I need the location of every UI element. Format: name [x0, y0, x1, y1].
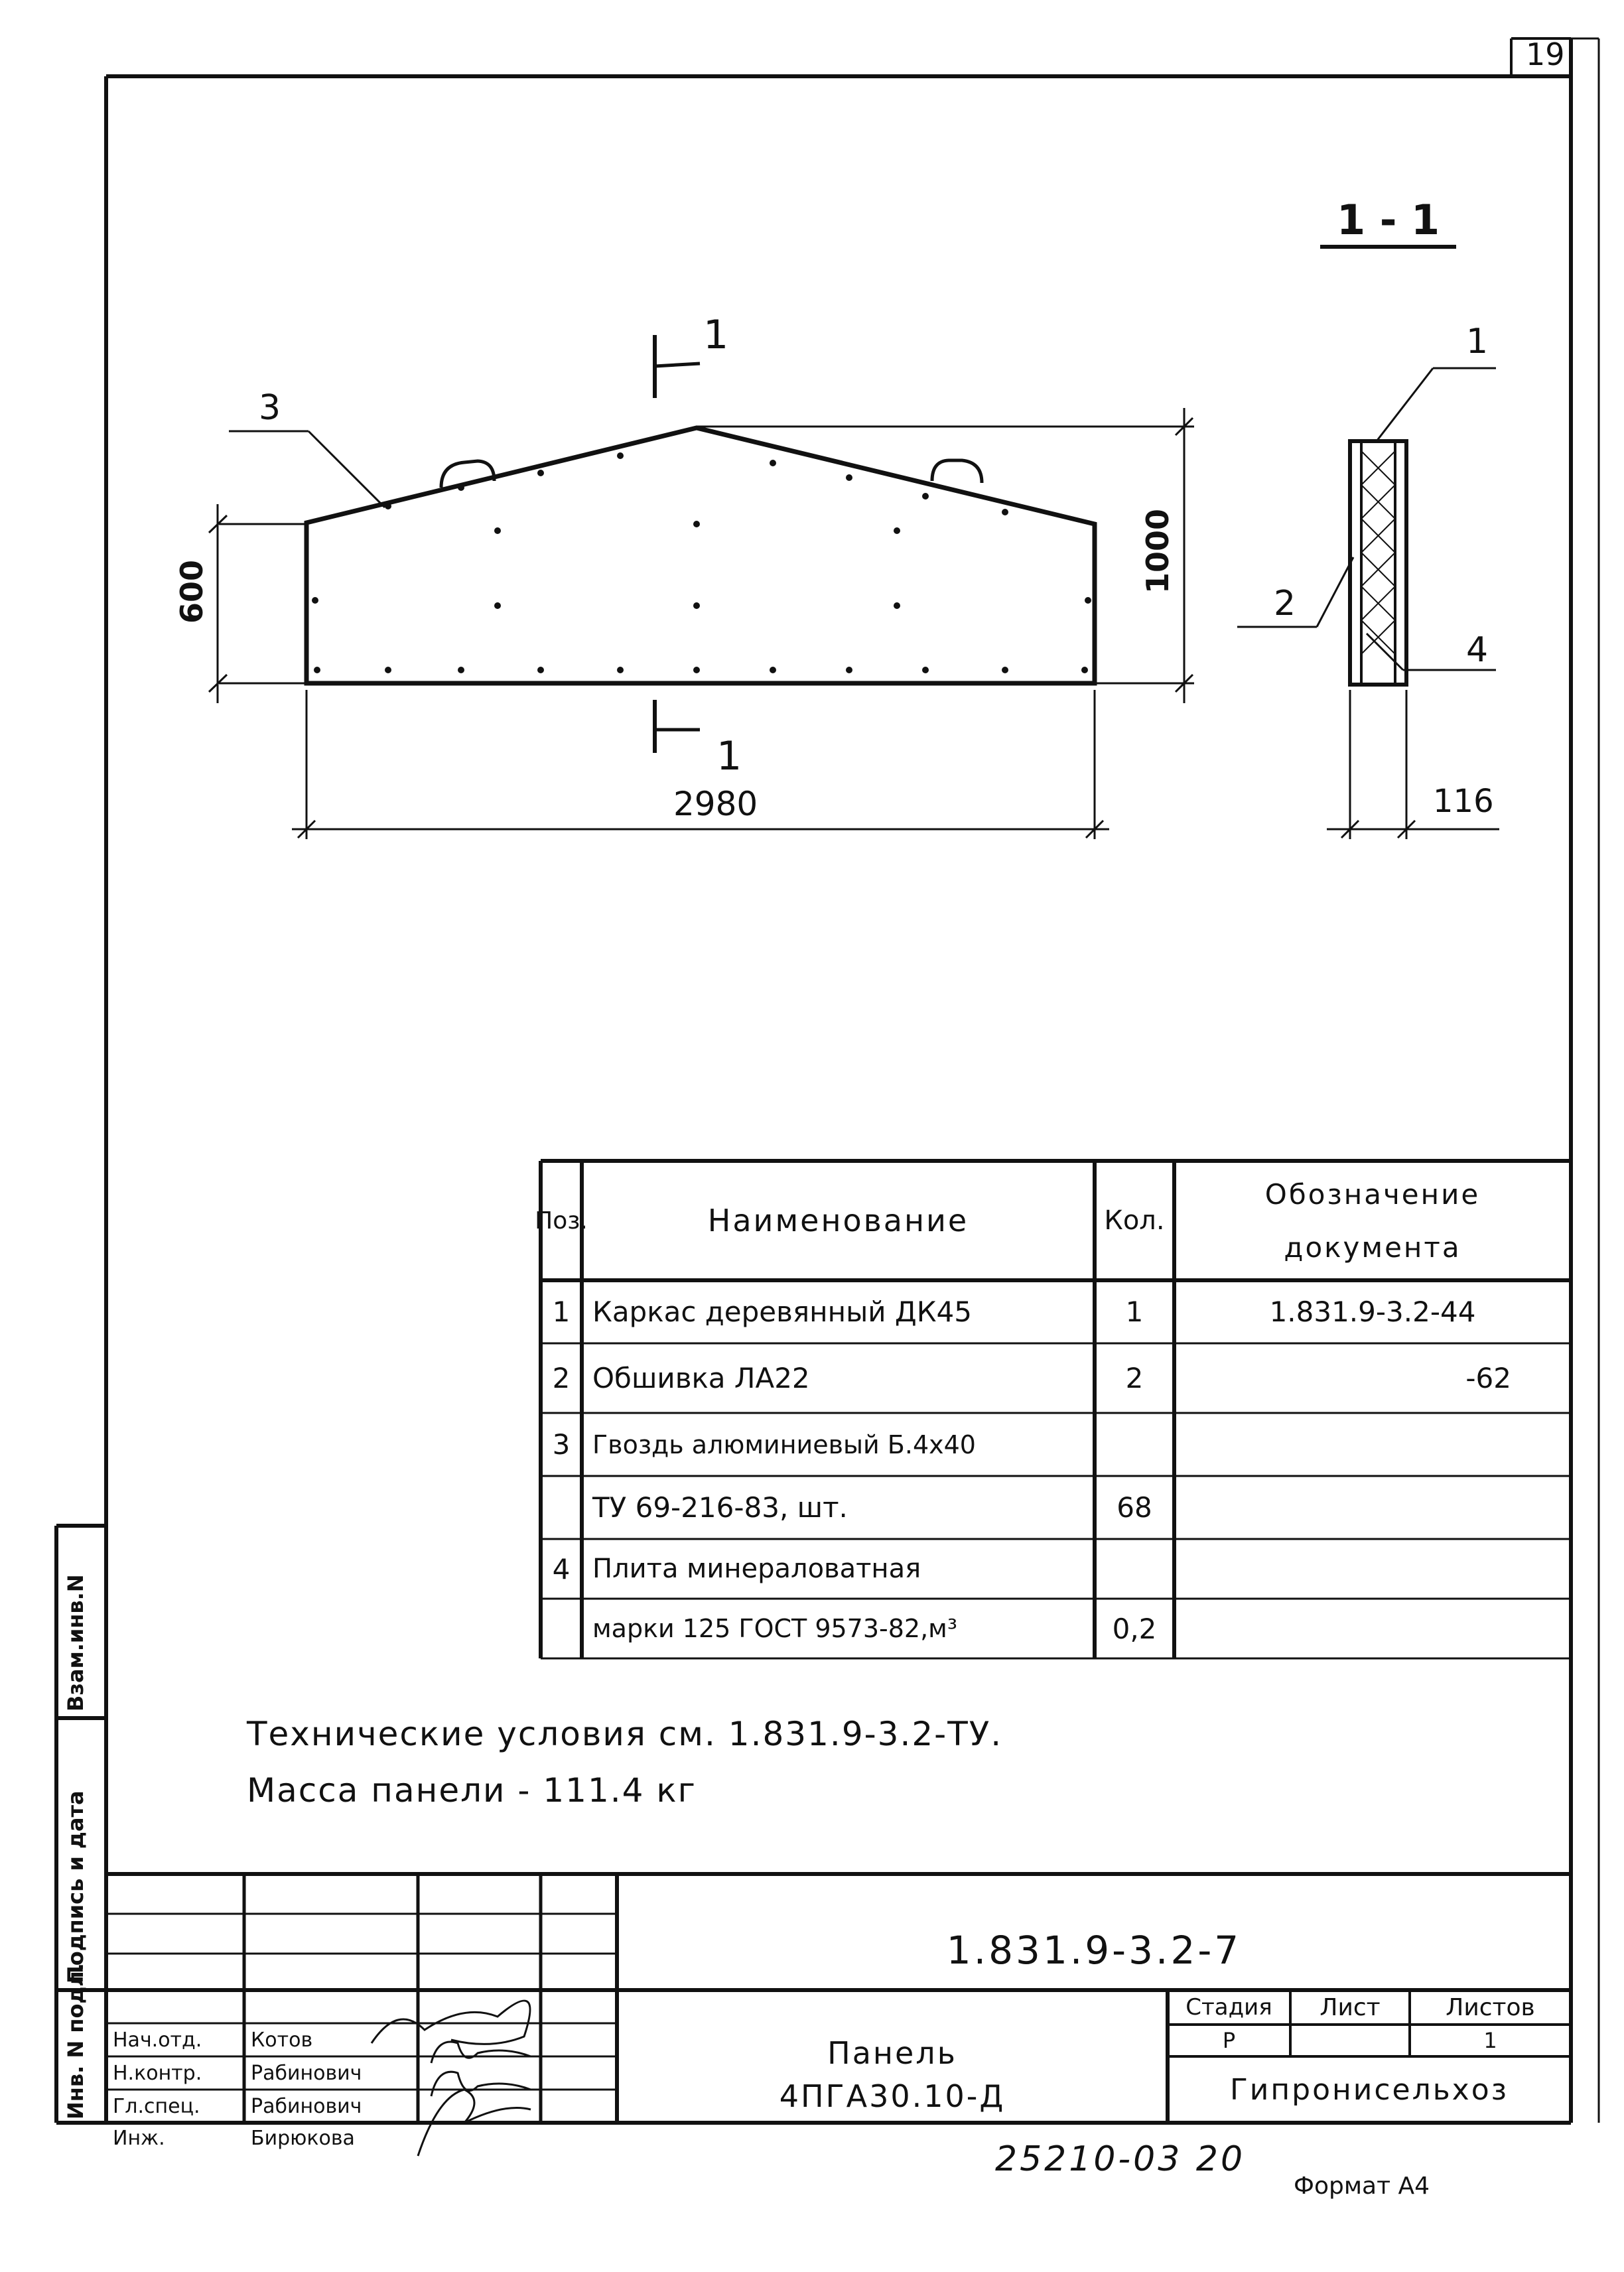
row6-qty: 0,2: [1112, 1612, 1157, 1645]
callout-nail: 3: [259, 388, 281, 428]
row5-name: Плита минераловатная: [592, 1554, 921, 1584]
name-head-of-dept: Котов: [251, 2028, 313, 2052]
organization: Гипронисельхоз: [1229, 2072, 1509, 2107]
stage-header: Стадия: [1185, 1994, 1272, 2021]
title-line2: 4ПГА30.10-Д: [779, 2078, 1006, 2114]
document-designation: 1.831.9-3.2-7: [946, 1928, 1242, 1973]
row3-doc: [1174, 1413, 1571, 1476]
callout-skin: 2: [1274, 584, 1296, 624]
row2-pos: 2: [552, 1362, 571, 1394]
callout-insulation: 4: [1466, 630, 1489, 670]
name-engineer: Бирюкова: [251, 2126, 355, 2150]
format-label: Формат А4: [1294, 2172, 1430, 2200]
row5-doc: [1174, 1539, 1571, 1599]
row1-qty: 1: [1125, 1296, 1144, 1328]
sheet-number: 19: [1526, 36, 1565, 72]
sheets-value: 1: [1483, 2028, 1497, 2053]
row4-name: ТУ 69-216-83, шт.: [592, 1491, 848, 1524]
note-technical-conditions: Технические условия см. 1.831.9-3.2-ТУ.: [247, 1715, 1003, 1753]
title-line1: Панель: [827, 2035, 957, 2071]
row3-pos: 3: [552, 1428, 571, 1461]
row2-doc: -62: [1465, 1362, 1511, 1394]
row6-name: марки 125 ГОСТ 9573-82,м³: [592, 1614, 958, 1643]
row2-qty: 2: [1125, 1362, 1144, 1394]
header-name: Наименование: [707, 1203, 969, 1238]
dim-thickness: 116: [1433, 783, 1494, 820]
dim-length: 2980: [673, 785, 758, 823]
name-chief-specialist: Рабинович: [251, 2094, 362, 2118]
stamp-replaces-inv: Взам.инв.N: [63, 1574, 88, 1711]
row5-qty: [1095, 1539, 1174, 1599]
dim-left-height: 600: [174, 559, 210, 624]
note-panel-mass: Масса панели - 111.4 кг: [247, 1771, 697, 1810]
row3-qty: [1095, 1413, 1174, 1476]
archive-number: 25210-03 20: [995, 2139, 1246, 2179]
row6-pos: [541, 1599, 582, 1658]
row5-pos: 4: [552, 1552, 571, 1585]
cut-mark-bottom: 1: [716, 733, 742, 779]
row4-doc: [1174, 1476, 1571, 1539]
role-norm-control: Н.контр.: [113, 2061, 202, 2085]
callout-frame: 1: [1466, 322, 1489, 362]
panel-elevation: [209, 335, 1194, 839]
dim-total-height: 1000: [1140, 508, 1176, 594]
cut-mark-top: 1: [703, 312, 729, 358]
row4-pos: [541, 1476, 582, 1539]
role-head-of-dept: Нач.отд.: [113, 2028, 202, 2052]
row1-doc: 1.831.9-3.2-44: [1269, 1296, 1476, 1328]
row3-name: Гвоздь алюминиевый Б.4х40: [592, 1430, 976, 1459]
sheet-header: Лист: [1320, 1993, 1381, 2021]
row1-name: Каркас деревянный ДК45: [592, 1296, 972, 1328]
row1-pos: 1: [552, 1296, 571, 1328]
header-qty: Кол.: [1104, 1205, 1165, 1236]
header-pos: Поз.: [535, 1207, 588, 1235]
role-engineer: Инж.: [113, 2126, 165, 2150]
row2-name: Обшивка ЛА22: [592, 1362, 810, 1394]
name-norm-control: Рабинович: [251, 2061, 362, 2085]
section-label: 1 - 1: [1337, 196, 1440, 244]
stage-value: Р: [1222, 2028, 1236, 2053]
sheet-value: [1290, 2025, 1410, 2056]
row6-doc: [1174, 1599, 1571, 1658]
sheets-header: Листов: [1446, 1993, 1535, 2021]
header-doc-line1: Обозначение: [1264, 1177, 1481, 1211]
stamp-signature-date: Подпись и дата: [63, 1790, 88, 1983]
nail-dots: [312, 452, 1091, 673]
role-chief-specialist: Гл.спец.: [113, 2094, 200, 2118]
signature-rabinovich-2: [431, 2072, 531, 2096]
header-doc-line2: документа: [1284, 1231, 1461, 1264]
stamp-inv-original: Инв. N подл.: [63, 1963, 88, 2119]
row4-qty: 68: [1116, 1491, 1152, 1524]
